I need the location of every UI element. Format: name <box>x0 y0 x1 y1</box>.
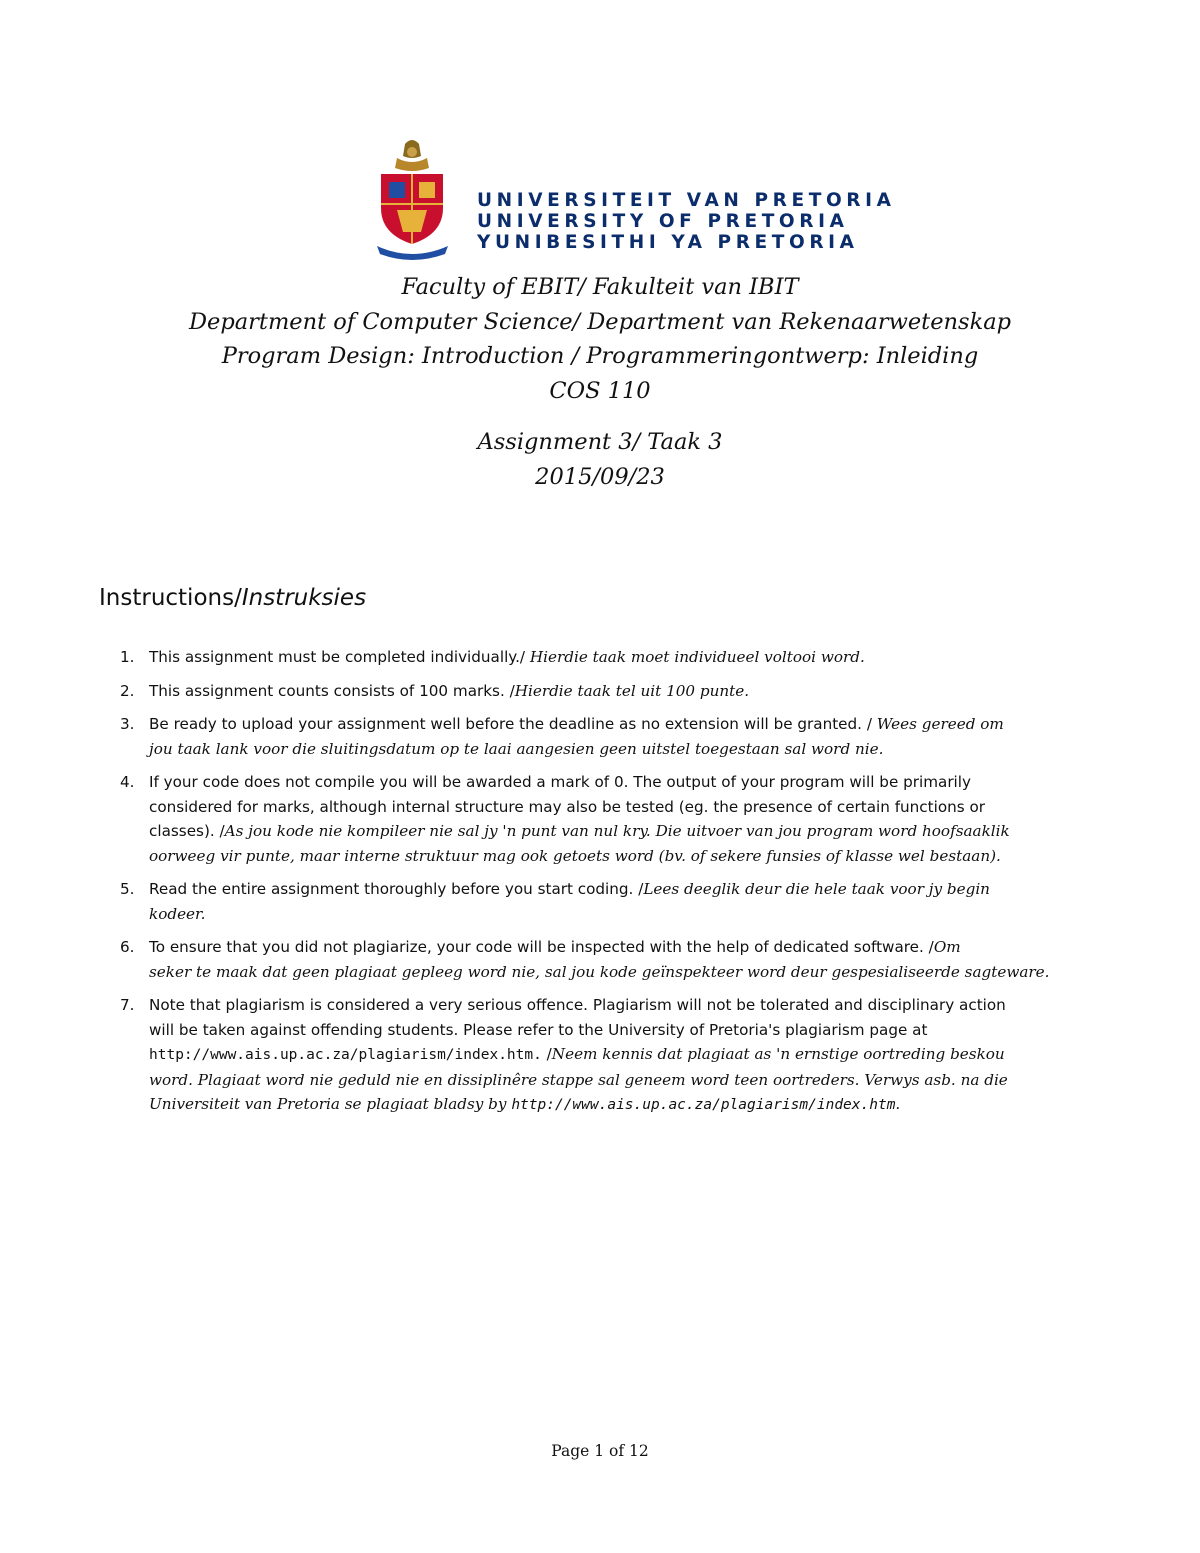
item-text: will be taken against offending students. Please refer to the University of Pretoria's plagiarism page at <box>149 1020 928 1039</box>
item-text: Note that plagiarism is considered a very serious offence. Plagiarism will not be tolerated and disciplinary action <box>149 996 1006 1014</box>
plagiarism-link[interactable]: http://www.ais.up.ac.za/plagiarism/index.htm. <box>149 1047 542 1063</box>
university-name-english: UNIVERSITY OF PRETORIA <box>477 211 849 232</box>
item-text-afrikaans: Hierdie taak tel uit 100 punte. <box>514 681 750 700</box>
plagiarism-link-afrikaans[interactable]: http://www.ais.up.ac.za/plagiarism/index.htm <box>511 1097 896 1113</box>
item-text-afrikaans: As jou kode nie kompileer nie sal jy 'n punt van nul kry. Die uitvoer van jou program word hoofsaaklik <box>224 822 1010 840</box>
assignment-date: 2015/09/23 <box>535 463 665 490</box>
list-item <box>120 770 1105 868</box>
item-number: 6. <box>120 938 135 956</box>
item-text-afrikaans: word. Plagiaat word nie geduld nie en dissiplinêre stappe sal geneem word teen oortreders. Verwys asb. na die <box>149 1070 1008 1089</box>
list-item <box>120 679 1105 704</box>
title-spacer <box>0 408 1200 425</box>
item-text-afrikaans: Om <box>933 938 961 956</box>
faculty-title: Faculty of EBIT/ Fakulteit van IBIT <box>401 274 799 300</box>
item-text-afrikaans: seker te maak dat geen plagiaat gepleeg word nie, sal jou kode geïnspekteer word deur gespesialiseerde sagteware. <box>149 962 1050 981</box>
heading-english: Instructions/ <box>99 585 242 611</box>
list-item <box>120 712 1105 761</box>
university-names <box>477 190 896 253</box>
item-number: 1. <box>120 648 135 666</box>
item-text: This assignment must be completed individually./ <box>149 648 530 666</box>
module-code: COS 110 <box>549 377 651 404</box>
list-item <box>120 993 1105 1118</box>
university-name-sepedi: YUNIBESITHI YA PRETORIA <box>477 232 859 253</box>
item-text: Be ready to upload your assignment well before the deadline as no extension will be granted. / <box>149 715 872 733</box>
item-text: considered for marks, although internal structure may also be tested (eg. the presence of certain functions or <box>149 797 986 816</box>
item-number: 2. <box>120 681 135 700</box>
item-text: If your code does not compile you will be awarded a mark of 0. The output of your program will be primarily <box>149 773 971 791</box>
module-title: Program Design: Introduction / Programmeringontwerp: Inleiding <box>221 343 979 369</box>
item-text: / <box>541 1045 552 1063</box>
item-text-afrikaans: . <box>895 1095 901 1113</box>
item-text: To ensure that you did not plagiarize, your code will be inspected with the help of dedicated software. / <box>149 938 934 956</box>
item-number: 5. <box>120 880 135 898</box>
university-crest-icon <box>375 138 450 260</box>
item-number: 4. <box>120 773 135 791</box>
instructions-heading <box>99 585 366 611</box>
item-text-afrikaans: jou taak lank voor die sluitingsdatum op te laai aangesien geen uitstel toegestaan sal word nie. <box>149 739 884 758</box>
heading-afrikaans: Instruksies <box>241 585 367 611</box>
item-text-afrikaans: oorweeg vir punte, maar interne struktuur mag ook getoets word (bv. of sekere funsies of klasse wel bestaan). <box>149 846 1001 865</box>
item-number: 3. <box>120 715 135 733</box>
title-block <box>0 270 1200 494</box>
item-text-afrikaans: Neem kennis dat plagiaat as 'n ernstige oortreding beskou <box>551 1045 1005 1063</box>
item-text: This assignment counts consists of 100 marks. / <box>149 681 515 700</box>
instructions-list <box>120 645 1105 1127</box>
item-text-afrikaans: kodeer. <box>149 904 206 923</box>
item-text-afrikaans: Wees gereed om <box>876 715 1004 733</box>
list-item <box>120 935 1105 984</box>
list-item <box>120 645 1105 670</box>
university-logo <box>370 138 896 263</box>
item-text: Read the entire assignment thoroughly before you start coding. / <box>149 880 644 898</box>
item-text-afrikaans: Lees deeglik deur die hele taak voor jy begin <box>643 880 990 898</box>
item-text: classes). / <box>149 822 225 840</box>
department-title: Department of Computer Science/ Department van Rekenaarwetenskap <box>188 308 1012 335</box>
assignment-title: Assignment 3/ Taak 3 <box>477 429 723 455</box>
item-text-afrikaans: Hierdie taak moet individueel voltooi word. <box>529 648 865 666</box>
item-number: 7. <box>120 996 135 1014</box>
item-text-afrikaans: Universiteit van Pretoria se plagiaat bladsy by <box>149 1095 512 1113</box>
list-item <box>120 877 1105 926</box>
university-name-afrikaans: UNIVERSITEIT VAN PRETORIA <box>477 190 896 211</box>
page-number: Page 1 of 12 <box>551 1442 649 1460</box>
